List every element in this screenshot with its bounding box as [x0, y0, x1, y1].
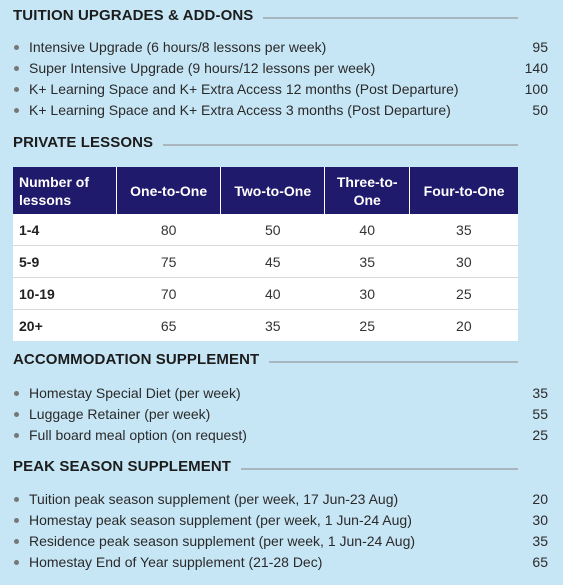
table-cell: 40: [325, 214, 410, 246]
list-item-text: Super Intensive Upgrade (9 hours/12 lessons per week): [29, 60, 376, 76]
bullet-icon: [14, 412, 19, 417]
bullet-icon: [14, 433, 19, 438]
table-cell: 35: [410, 214, 518, 246]
table-cell: 35: [264, 317, 281, 334]
header-line: Three-to-: [336, 173, 398, 190]
table-cell: 35: [325, 246, 410, 278]
list-item-text: Intensive Upgrade (6 hours/8 lessons per week): [29, 39, 327, 55]
list-item: [14, 383, 548, 404]
bullet-icon: [14, 518, 19, 523]
table-cell: 75: [117, 246, 221, 278]
list-item-label: [14, 425, 247, 446]
list-item-price: 30: [532, 512, 548, 528]
header-line: Four-to-One: [423, 182, 505, 199]
list-item-label: [14, 79, 459, 100]
list-item-text: K+ Learning Space and K+ Extra Access 12 months (Post Departure): [29, 81, 459, 97]
table-cell: 20: [456, 317, 472, 334]
bullet-icon: [14, 391, 19, 396]
list-item-price: 35: [532, 385, 548, 401]
table-cell: 25: [410, 278, 518, 310]
accommodation-section-title: ACCOMMODATION SUPPLEMENT: [13, 351, 260, 368]
list-item: [14, 425, 548, 446]
list-item-text: Luggage Retainer (per week): [29, 406, 211, 422]
private-lessons-section-header: [13, 134, 518, 151]
header-three-to-one: [325, 167, 410, 214]
list-item-price: 100: [524, 81, 548, 97]
table-cell: 40: [221, 278, 325, 310]
tuition-section-title: TUITION UPGRADES & ADD-ONS: [13, 7, 254, 24]
peak-season-section-header: [13, 458, 518, 475]
list-item-price: 35: [532, 533, 548, 549]
list-item-text: Homestay Special Diet (per week): [29, 385, 241, 401]
header-line: One-to-One: [130, 182, 208, 199]
table-cell: 1-4: [13, 214, 117, 246]
table-cell: 80: [117, 214, 221, 246]
list-item-text: Tuition peak season supplement (per week, 17 Jun-23 Aug): [29, 491, 399, 507]
section-divider: [241, 468, 518, 470]
header-line: lessons: [19, 191, 72, 208]
list-item: [14, 58, 548, 79]
list-item-text: Full board meal option (on request): [29, 427, 247, 443]
list-item-label: [14, 489, 398, 510]
peak-season-list: [0, 489, 563, 573]
table-cell: 65: [160, 317, 177, 334]
bullet-icon: [14, 560, 19, 565]
private-lessons-section-title: PRIVATE LESSONS: [13, 134, 154, 151]
accommodation-section-header: [13, 351, 518, 368]
table-cell: 25: [359, 317, 375, 334]
bullet-icon: [14, 539, 19, 544]
table-row: [13, 278, 518, 310]
list-item-label: [14, 100, 451, 121]
table-cell: 30: [325, 278, 410, 310]
bullet-icon: [14, 497, 19, 502]
list-item-text: Homestay End of Year supplement (21-28 Dec): [29, 554, 323, 570]
table-header-row: [13, 167, 518, 214]
table-cell: 50: [221, 214, 325, 246]
section-divider: [269, 361, 518, 363]
list-item-label: [14, 552, 322, 573]
tuition-list: [0, 37, 563, 121]
list-item-price: 55: [532, 406, 548, 422]
header-number-of-lessons: [13, 167, 117, 214]
section-divider: [263, 17, 518, 19]
table-cell: 5-9: [13, 246, 117, 278]
list-item-price: 20: [532, 491, 548, 507]
table-cell: 45: [221, 246, 325, 278]
peak-season-section-title: PEAK SEASON SUPPLEMENT: [13, 458, 232, 475]
list-item-label: [14, 58, 375, 79]
list-item-price: 25: [532, 427, 548, 443]
list-item: [14, 79, 548, 100]
list-item: [14, 100, 548, 121]
header-two-to-one: [221, 167, 325, 214]
list-item-price: 65: [532, 554, 548, 570]
list-item: [14, 531, 548, 552]
bullet-icon: [14, 45, 19, 50]
table-row: [13, 214, 518, 246]
list-item-label: [14, 383, 241, 404]
list-item-label: [14, 404, 210, 425]
list-item: [14, 510, 548, 531]
tuition-section-header: [13, 7, 518, 24]
table-cell: 20+: [19, 317, 43, 334]
table-row: [13, 310, 518, 342]
table-cell: 30: [410, 246, 518, 278]
header-line: Two-to-One: [234, 182, 312, 199]
list-item-price: 140: [524, 60, 548, 76]
list-item-text: Residence peak season supplement (per week, 1 Jun-24 Aug): [29, 533, 416, 549]
list-item-text: Homestay peak season supplement (per week, 1 Jun-24 Aug): [29, 512, 412, 528]
list-item-label: [14, 510, 412, 531]
list-item: [14, 37, 548, 58]
table-cell: 70: [117, 278, 221, 310]
bullet-icon: [14, 87, 19, 92]
header-one-to-one: [117, 167, 221, 214]
table-row: [13, 246, 518, 278]
section-divider: [163, 144, 518, 146]
header-line: Number of: [19, 173, 89, 190]
bullet-icon: [14, 66, 19, 71]
table-cell: 10-19: [13, 278, 117, 310]
list-item-label: [14, 37, 326, 58]
accommodation-list: [0, 383, 563, 446]
header-line: One: [353, 191, 381, 208]
list-item: [14, 404, 548, 425]
list-item-price: 50: [532, 102, 548, 118]
list-item-label: [14, 531, 415, 552]
header-four-to-one: [410, 167, 518, 214]
list-item: [14, 552, 548, 573]
list-item-price: 95: [532, 39, 548, 55]
bullet-icon: [14, 108, 19, 113]
list-item-text: K+ Learning Space and K+ Extra Access 3 months (Post Departure): [29, 102, 451, 118]
private-lessons-table: [13, 167, 518, 341]
list-item: [14, 489, 548, 510]
